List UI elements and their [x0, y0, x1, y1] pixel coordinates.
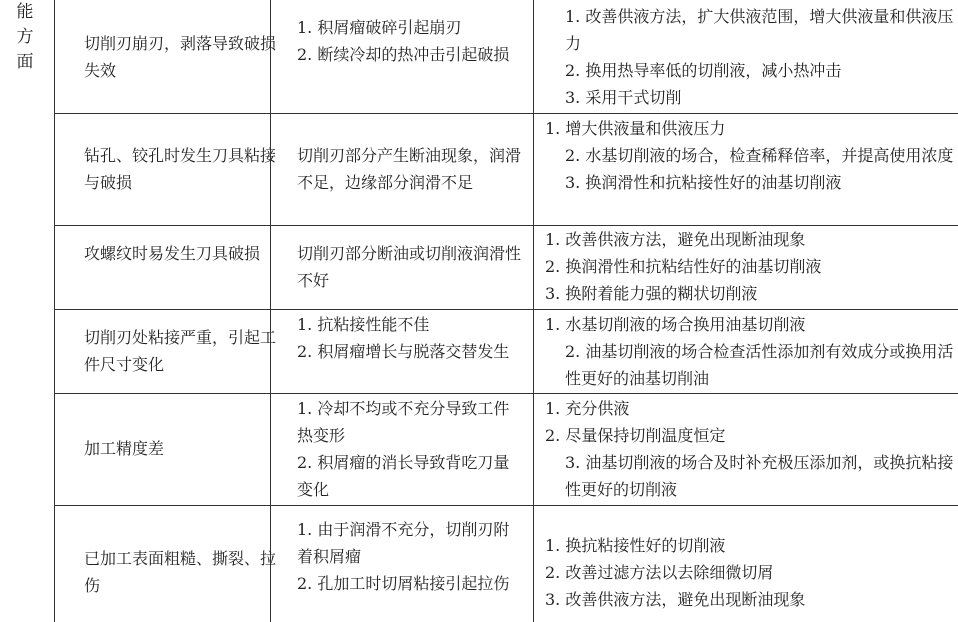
cause-line: 1. 积屑瘤破碎引起崩刃: [297, 18, 462, 37]
solution-line: 2. 改善过滤方法以去除细微切屑: [545, 563, 774, 582]
problem-cell: 切削刃崩刃，剥落导致破损失效: [84, 34, 277, 80]
cause-cell: [277, 516, 525, 597]
solution-line: 3. 换附着能力强的糊状切削液: [545, 284, 758, 303]
solution-cell: [545, 395, 957, 503]
column-divider-1: [270, 0, 271, 622]
row-divider-1: [54, 113, 958, 114]
solution-line: 1. 充分供液: [545, 399, 630, 418]
row-divider-3: [54, 309, 958, 310]
solution-line: 2. 尽量保持切削温度恒定: [545, 426, 726, 445]
solution-line: 2. 水基切削液的场合，检查稀释倍率，并提高使用浓度: [565, 146, 954, 165]
solution-line: 1. 改善供液方法，扩大供液范围，增大供液量和供液压力: [565, 7, 954, 53]
solution-line: 3. 采用干式切削: [565, 88, 682, 107]
row-divider-5: [54, 505, 958, 506]
problem-cell: 加工精度差: [84, 439, 165, 458]
cause-line: 1. 冷却不均或不充分导致工件热变形: [297, 399, 510, 445]
cause-line: 1. 由于润滑不充分，切削刃附着积屑瘤: [297, 520, 510, 566]
solution-line: 2. 换润滑性和抗粘结性好的油基切削液: [545, 257, 822, 276]
solution-line: 2. 换用热导率低的切削液，减小热冲击: [565, 61, 842, 80]
cause-line: 2. 积屑瘤的消长导致背吃刀量变化: [297, 453, 510, 499]
solution-line: 1. 增大供液量和供液压力: [545, 119, 726, 138]
problem-cell: 攻螺纹时易发生刀具破损: [84, 244, 261, 263]
problem-cell: 已加工表面粗糙、撕裂、拉伤: [84, 549, 277, 595]
solution-line: 3. 改善供液方法，避免出现断油现象: [545, 590, 806, 609]
solution-line: 1. 改善供液方法，避免出现断油现象: [545, 230, 806, 249]
solution-cell: [545, 3, 957, 111]
solution-line: 1. 水基切削液的场合换用油基切削液: [545, 315, 806, 334]
cause-cell: [277, 311, 525, 365]
cause-line: 切削刃部分产生断油现象，润滑不足，边缘部分润滑不足: [297, 146, 522, 192]
cause-line: 2. 积屑瘤增长与脱落交替发生: [297, 342, 510, 361]
solution-line: 3. 油基切削液的场合及时补充极压添加剂，或换抗粘接性更好的切削液: [565, 453, 954, 499]
category-label: 能方面: [16, 2, 34, 72]
cause-line: 2. 孔加工时切屑粘接引起拉伤: [297, 574, 510, 593]
solution-cell: [545, 226, 957, 307]
solution-cell: [545, 115, 957, 196]
cause-line: 切削刃部分断油或切削液润滑性不好: [297, 244, 522, 290]
solution-line: 3. 换润滑性和抗粘接性好的油基切削液: [565, 173, 842, 192]
cause-cell: [277, 142, 525, 196]
solution-cell: [545, 532, 957, 613]
solution-line: 1. 换抗粘接性好的切削液: [545, 536, 726, 555]
column-divider-2: [533, 0, 534, 622]
row-divider-4: [54, 393, 958, 394]
cause-line: 2. 断续冷却的热冲击引起破损: [297, 45, 510, 64]
cause-cell: [277, 14, 525, 68]
cause-cell: [277, 240, 525, 294]
cause-line: 1. 抗粘接性能不佳: [297, 315, 430, 334]
solution-line: 2. 油基切削液的场合检查活性添加剂有效成分或换用活性更好的油基切削油: [565, 342, 954, 388]
cause-cell: [277, 395, 525, 503]
table-border-left: [54, 0, 55, 622]
solution-cell: [545, 311, 957, 392]
problem-cell: 切削刃处粘接严重，引起工件尺寸变化: [84, 328, 277, 374]
problem-cell: 钻孔、铰孔时发生刀具粘接与破损: [84, 146, 277, 192]
